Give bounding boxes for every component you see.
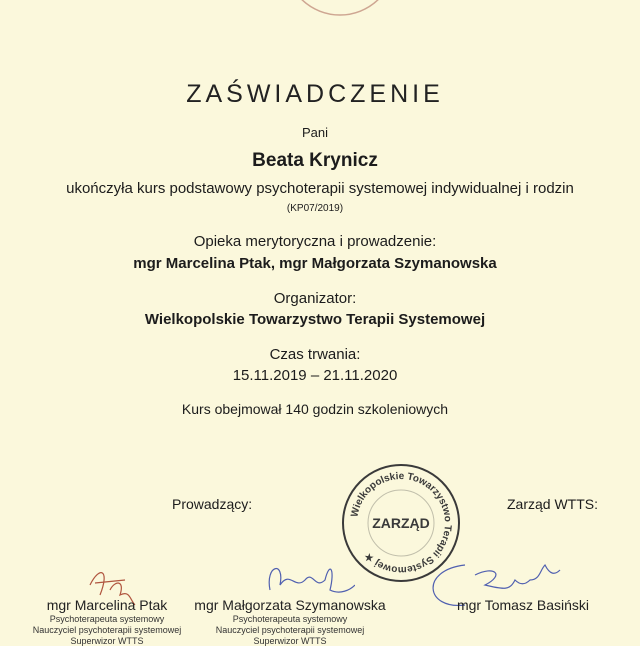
signatory-title: Superwizor WTTS [253,636,327,646]
signatory-title: Psychoterapeuta systemowy [232,614,348,624]
signatory-name: mgr Małgorzata Szymanowska [194,597,386,613]
organizer-label: Organizator: [273,290,357,307]
signatory-title: Nauczyciel psychoterapii systemowej [215,625,365,635]
duration-label: Czas trwania: [269,346,361,363]
certificate-title: ZAŚWIADCZENIE [186,80,444,108]
signatory-title: Nauczyciel psychoterapii systemowej [32,625,182,635]
salutation: Pani [301,125,329,140]
signatory-name: mgr Marcelina Ptak [46,597,168,613]
supervisors: mgr Marcelina Ptak, mgr Małgorzata Szymanowska [133,255,497,272]
signatory-name: mgr Tomasz Basiński [456,597,589,613]
course-description: ukończyła kurs podstawowy psychoterapii systemowej indywidualnej i rodzin [66,180,574,197]
signatory-title: Psychoterapeuta systemowy [49,614,165,624]
stamp-center-text: ZARZĄD [372,515,430,531]
leaders-label: Prowadzący: [172,496,253,512]
stamp-ring-text: Wielkopolskie Towarzystwo Terapii Systemowej ★ [349,470,454,576]
top-stamp-fragment [270,0,410,20]
hours: Kurs obejmował 140 godzin szkoleniowych [181,401,449,417]
board-label: Zarząd WTTS: [507,496,599,512]
duration: 15.11.2019 – 21.11.2020 [232,367,398,384]
signatory-title: Superwizor WTTS [70,636,144,646]
course-code: (KP07/2019) [286,203,344,214]
supervision-label: Opieka merytoryczna i prowadzenie: [193,233,437,250]
organizer: Wielkopolskie Towarzystwo Terapii Systemowej [144,311,486,328]
recipient-name: Beata Krynicz [252,150,378,171]
